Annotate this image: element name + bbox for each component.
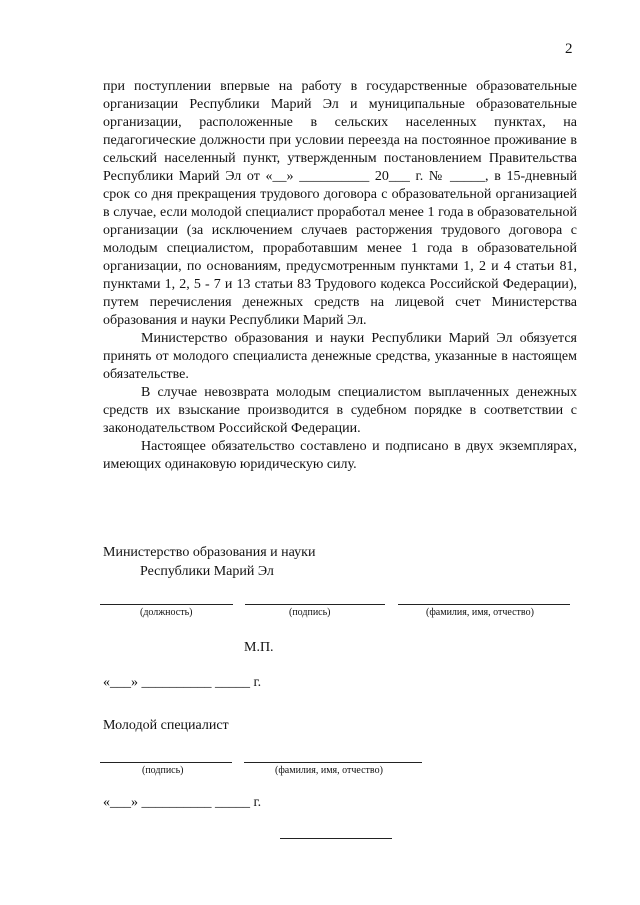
caption-name: (фамилия, имя, отчество) [426,607,534,618]
specialist-date-line[interactable]: «___» __________ _____ г. [103,795,262,810]
closing-rule [280,838,392,839]
paragraph-ministry-accepts: Министерство образования и науки Республики Марий Эл обязуется принять от молодого специалиста денежные средства, указанные в настоящем обязательстве. [103,331,577,382]
specialist-signature-line[interactable] [100,762,232,763]
commitment-text [103,78,577,474]
specialist-title: Молодой специалист [103,718,229,733]
ministry-name-line[interactable] [398,604,570,605]
page-number: 2 [565,41,573,57]
ministry-position-line[interactable] [100,604,233,605]
ministry-title-line1: Министерство образования и науки [103,545,316,560]
specialist-name-line[interactable] [244,762,422,763]
stamp-place: М.П. [244,640,274,655]
caption-specialist-name: (фамилия, имя, отчество) [275,765,383,776]
paragraph-non-return: В случае невозврата молодым специалистом выплаченных денежных средств их взыскание производится в судебном порядке в соответствии с законодательством Российской Федерации. [103,385,577,436]
paragraph-copies: Настоящее обязательство составлено и подписано в двух экземплярах, имеющих одинаковую юридическую силу. [103,439,577,472]
caption-position: (должность) [140,607,193,618]
ministry-date-line[interactable]: «___» __________ _____ г. [103,675,262,690]
paragraph-main: при поступлении впервые на работу в государственные образовательные организации Республики Марий Эл и муниципальные образовательные организации, расположенные в сельских населенных пунктах, на педагогические должности при условии переезда на постоянное проживание в сельский населенный пункт, утвержденным постановлением Правительства Республики Марий Эл от «__» __________ 20___ г. № _____, в 15-дневный срок со дня прекращения трудового договора с образовательной организацией в случае, если молодой специалист проработал менее 1 года в образовательной организации (за исключением случаев расторжения трудового договора с молодым специалистом, проработавшим менее 1 года в образовательной организации, по основаниям, предусмотренным пунктами 1, 2 и 4 статьи 81, пунктами 1, 2, 5 - 7 и 13 статьи 83 Трудового кодекса Российской Федерации), путем перечисления денежных средств на лицевой счет Министерства образования и науки Республики Марий Эл. [103,79,577,328]
ministry-signature-line[interactable] [245,604,385,605]
caption-specialist-signature: (подпись) [142,765,184,776]
ministry-title-line2: Республики Марий Эл [140,564,274,579]
caption-signature: (подпись) [289,607,331,618]
